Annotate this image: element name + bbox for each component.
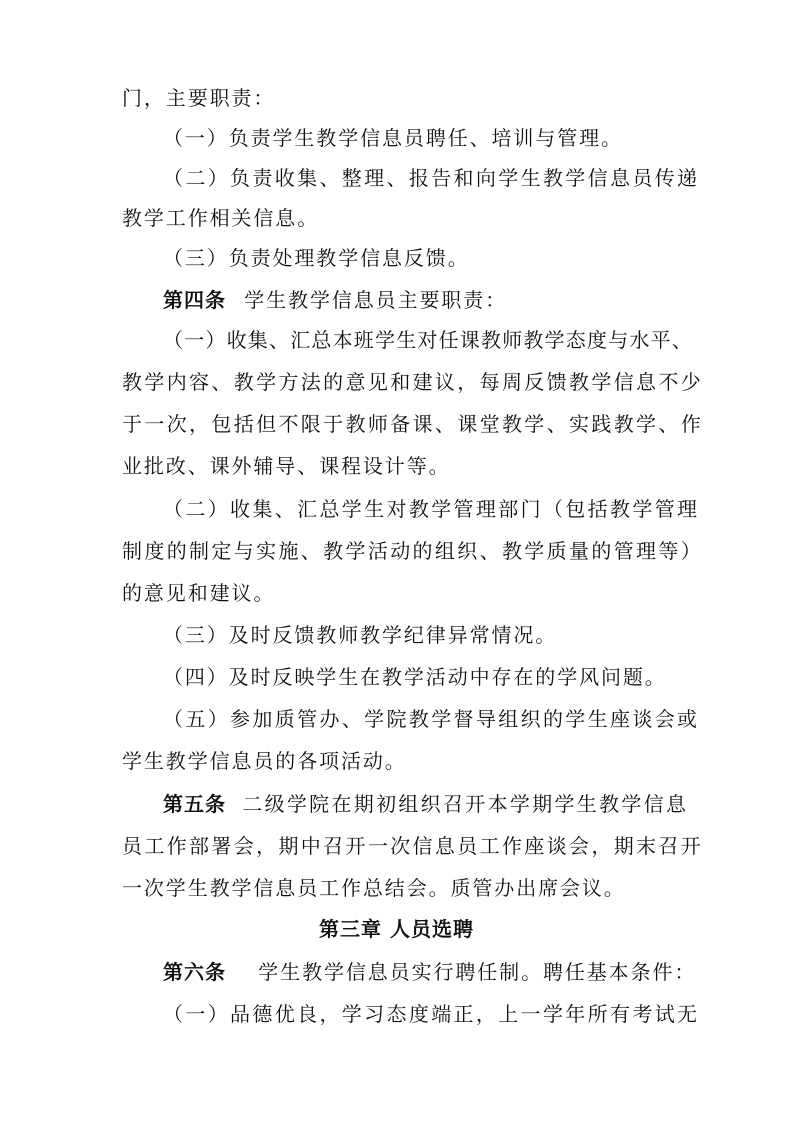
article-label: 第六条 <box>163 960 226 984</box>
paragraph-line-17: 学生教学信息员的各项活动。 <box>122 749 407 773</box>
article-6-line: 第六条 学生教学信息员实行聘任制。聘任基本条件： <box>163 960 697 984</box>
paragraph-line-23: （一）品德优良，学习态度端正，上一学年所有考试无 <box>163 1002 700 1026</box>
paragraph-line-12: 制度的制定与实施、教学活动的组织、教学质量的管理等） <box>122 539 704 563</box>
paragraph-line-1: 门，主要职责： <box>122 86 276 110</box>
article-label: 第四条 <box>163 288 226 312</box>
article-5-line: 第五条 二级学院在期初组织召开本学期学生教学信息 <box>163 792 689 816</box>
paragraph-line-16: （五）参加质管办、学院教学督导组织的学生座谈会或 <box>163 707 700 731</box>
chapter-heading: 第三章 人员选聘 <box>319 917 474 941</box>
paragraph-line-10: 业批改、课外辅导、课程设计等。 <box>122 454 451 478</box>
paragraph-line-20: 一次学生教学信息员工作总结会。质管办出席会议。 <box>122 876 626 900</box>
paragraph-line-4: 教学工作相关信息。 <box>122 206 320 230</box>
article-4-line: 第四条 学生教学信息员主要职责： <box>163 288 508 312</box>
article-label: 第五条 <box>163 792 226 816</box>
paragraph-line-3: （二）负责收集、整理、报告和向学生教学信息员传递 <box>163 166 700 190</box>
paragraph-line-9: 于一次，包括但不限于教师备课、课堂教学、实践教学、作 <box>122 412 704 436</box>
paragraph-line-19: 员工作部署会，期中召开一次信息员工作座谈会，期末召开 <box>122 834 704 858</box>
paragraph-line-14: （三）及时反馈教师教学纪律异常情况。 <box>163 623 558 647</box>
paragraph-line-5: （三）负责处理教学信息反馈。 <box>163 246 470 270</box>
paragraph-line-15: （四）及时反映学生在教学活动中存在的学风问题。 <box>163 665 667 689</box>
paragraph-line-11: （二）收集、汇总学生对教学管理部门（包括教学管理 <box>163 497 700 521</box>
paragraph-line-2: （一）负责学生教学信息员聘任、培训与管理。 <box>163 126 623 150</box>
paragraph-line-8: 教学内容、教学方法的意见和建议，每周反馈教学信息不少 <box>122 370 704 394</box>
paragraph-line-13: 的意见和建议。 <box>122 581 276 605</box>
paragraph-line-7: （一）收集、汇总本班学生对任课教师教学态度与水平、 <box>163 328 693 352</box>
